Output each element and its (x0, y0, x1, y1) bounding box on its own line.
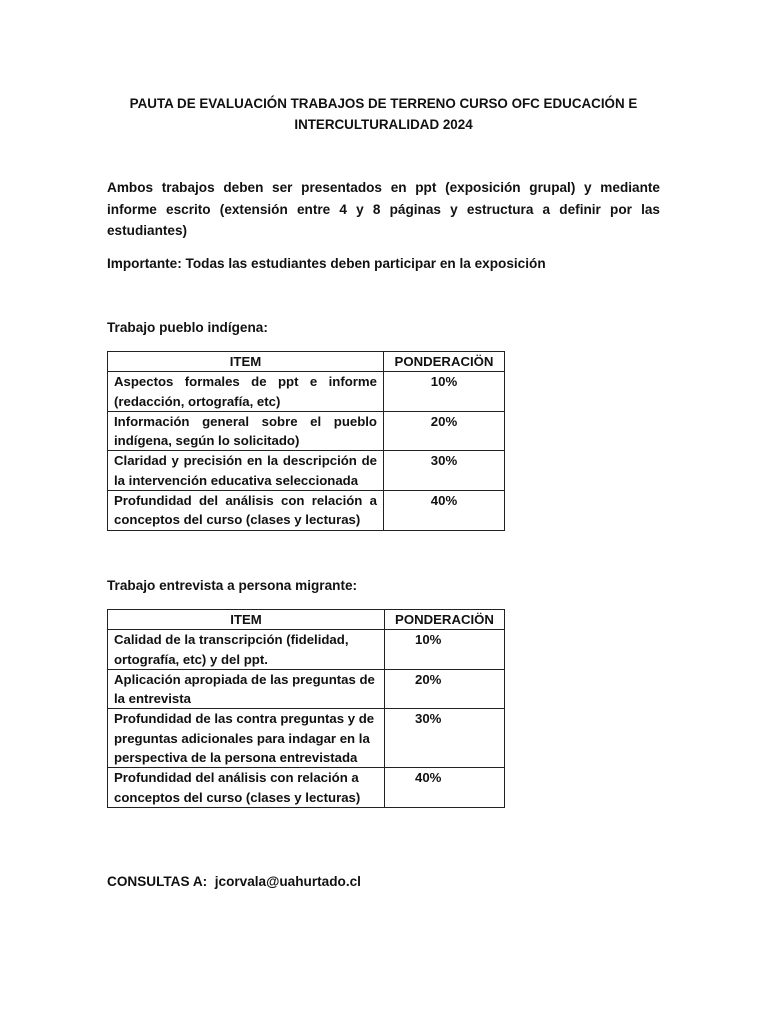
header-item: ITEM (108, 352, 384, 372)
important-note: Importante: Todas las estudiantes deben participar en la exposición (107, 256, 546, 271)
table-header-row (108, 610, 505, 630)
instructions-paragraph: Ambos trabajos deben ser presentados en ppt (exposición grupal) y mediante informe escrito (extensión entre 4 y 8 páginas y estructura a definir por las estudiantes) (107, 180, 660, 238)
title-line-2: INTERCULTURALIDAD 2024 (294, 117, 473, 132)
table-header-row (108, 352, 505, 372)
header-weight: PONDERACIÖN (384, 352, 505, 372)
table1-label: Trabajo pueblo indígena: (107, 320, 268, 335)
rubric-table-indigenous (107, 351, 505, 531)
row-item: Calidad de la transcripción (fidelidad, ortografía, etc) y del ppt. (108, 630, 385, 670)
table-row (108, 630, 505, 670)
table2-label: Trabajo entrevista a persona migrante: (107, 578, 358, 593)
row-item: Profundidad de las contra preguntas y de preguntas adicionales para indagar en la perspectiva de la persona entrevistada (108, 709, 385, 768)
row-item: Profundidad del análisis con relación a conceptos del curso (clases y lecturas) (108, 491, 384, 531)
table-row (108, 491, 505, 531)
row-weight: 30% (384, 451, 505, 491)
header-item: ITEM (108, 610, 385, 630)
contact-line: CONSULTAS A: jcorvala@uahurtado.cl (107, 874, 361, 889)
table-row (108, 411, 505, 451)
title-line-1: PAUTA DE EVALUACIÓN TRABAJOS DE TERRENO CURSO OFC EDUCACIÓN E (129, 96, 638, 111)
row-item: Claridad y precisión en la descripción de la intervención educativa seleccionada (108, 451, 384, 491)
row-item: Aplicación apropiada de las preguntas de la entrevista (108, 669, 385, 709)
table-row (108, 669, 505, 709)
row-weight: 30% (385, 709, 505, 768)
row-item: Información general sobre el pueblo indígena, según lo solicitado) (108, 411, 384, 451)
table-row (108, 709, 505, 768)
row-weight: 20% (384, 411, 505, 451)
document-title (107, 93, 660, 135)
row-item: Aspectos formales de ppt e informe (redacción, ortografía, etc) (108, 372, 384, 412)
row-item: Profundidad del análisis con relación a conceptos del curso (clases y lecturas) (108, 768, 385, 808)
row-weight: 10% (385, 630, 505, 670)
rubric-table-migrant (107, 609, 505, 808)
table-row (108, 451, 505, 491)
header-weight: PONDERACIÖN (385, 610, 505, 630)
row-weight: 40% (385, 768, 505, 808)
row-weight: 10% (384, 372, 505, 412)
table-row (108, 372, 505, 412)
row-weight: 40% (384, 491, 505, 531)
row-weight: 20% (385, 669, 505, 709)
table-row (108, 768, 505, 808)
